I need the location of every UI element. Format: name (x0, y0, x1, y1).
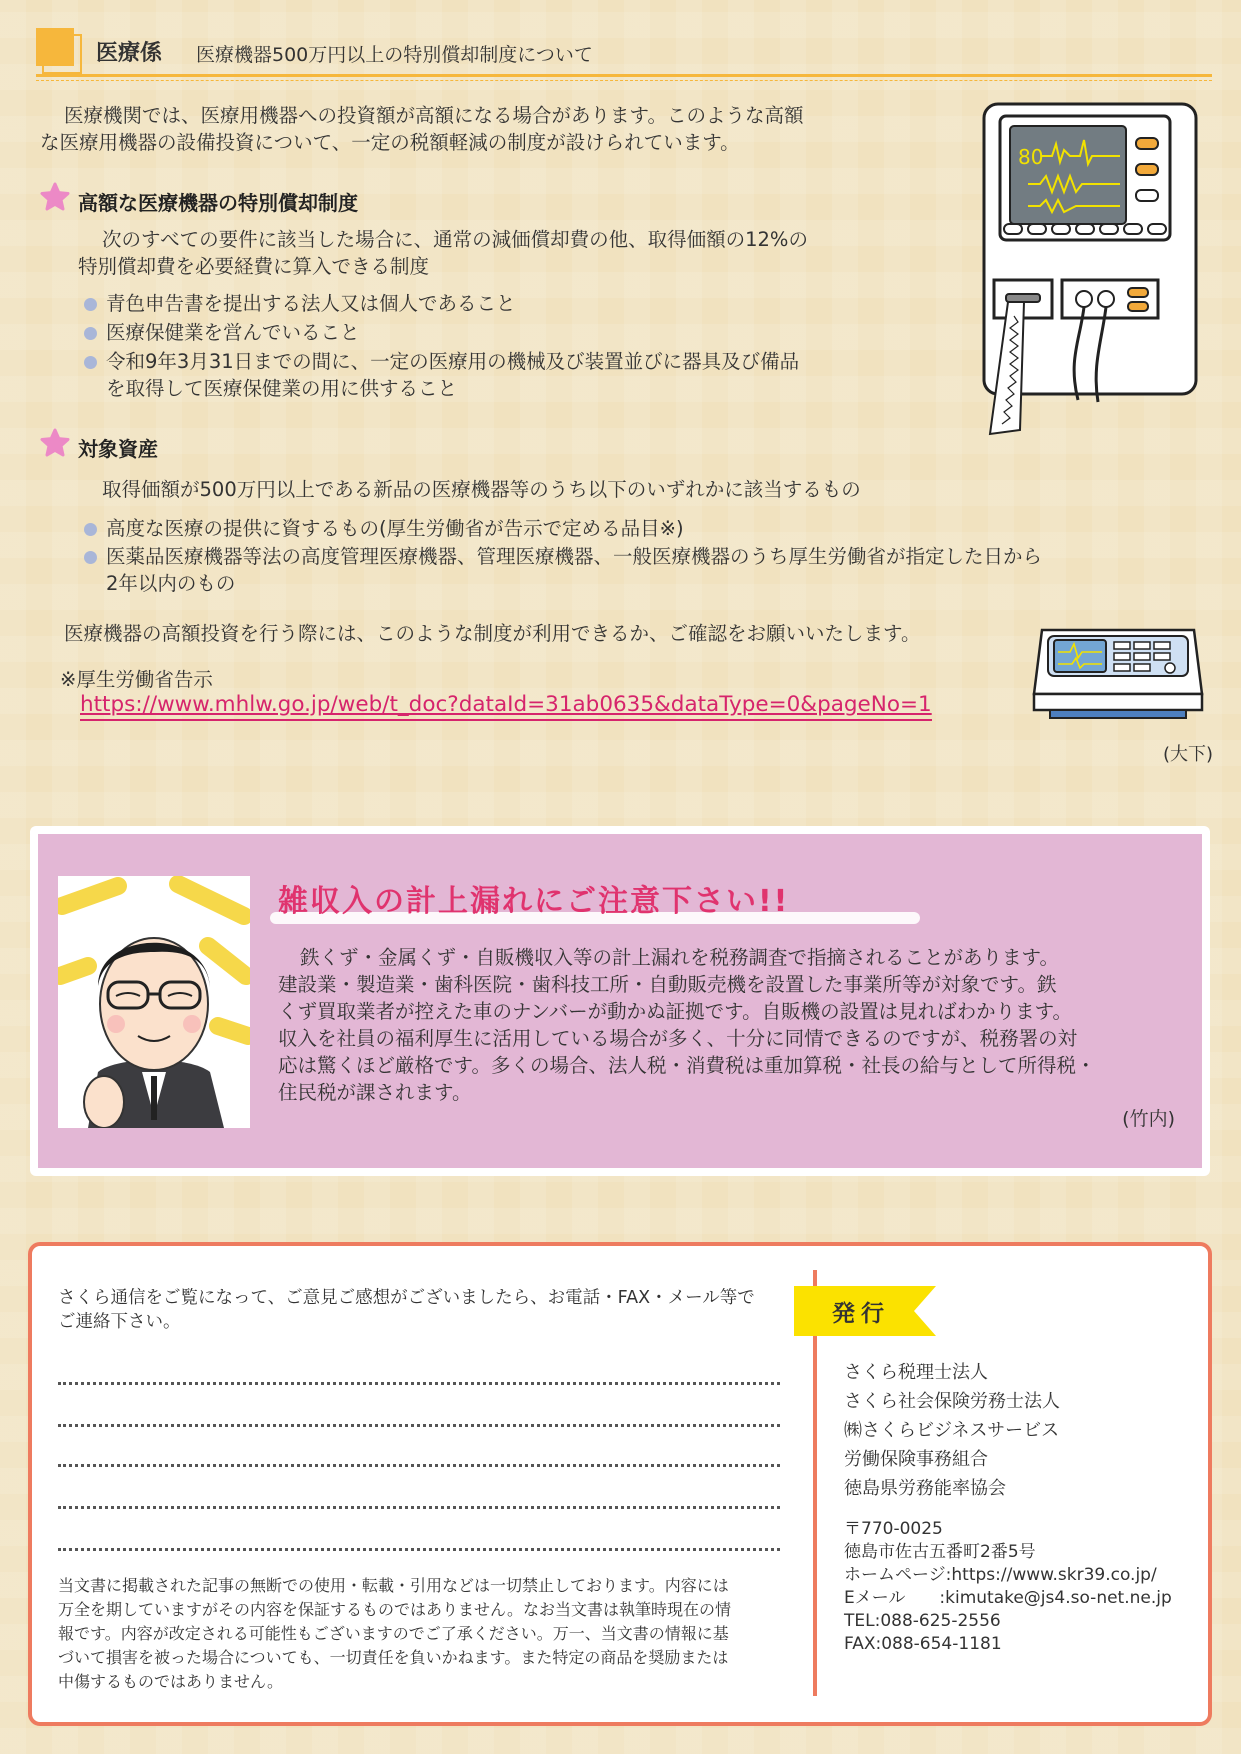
intro-line-1: 医療機関では、医療用機器への投資額が高額になる場合があります。このような高額 (64, 104, 804, 127)
publisher-org: さくら税理士法人 (844, 1362, 988, 1383)
header-rule (36, 74, 1212, 77)
column-line: 応は驚くほど厳格です。多くの場合、法人税・消費税は重加算税・社長の給与として所得税・ (278, 1054, 1096, 1077)
publisher-org: さくら社会保険労務士法人 (844, 1391, 1060, 1412)
feedback-line: さくら通信をご覧になって、ご意見ご感想がございましたら、お電話・FAX・メール等で (58, 1288, 755, 1308)
publisher-label: 発行 (832, 1301, 890, 1327)
column-line: 住民税が課されます。 (278, 1081, 472, 1104)
disclaimer-line: 報です。内容が改定される可能性もございますのでご了承ください。万一、当文書の情報に基 (58, 1624, 729, 1643)
disclaimer-line: づいて損害を被った場合についても、一切責任を負いかねます。また特定の商品を奨励または (58, 1648, 729, 1667)
list-item: 高度な医療の提供に資するもの(厚生労働省が告示で定める品目※) (84, 515, 684, 542)
bullet-dot (84, 327, 97, 340)
section1-heading: 高額な医療機器の特別償却制度 (78, 191, 358, 215)
monitor-reading: 80 (1018, 145, 1044, 169)
publisher-org: 労働保険事務組合 (844, 1449, 988, 1470)
header-rule-dashed (36, 80, 1212, 81)
column-body (278, 944, 1188, 1106)
comment-line (58, 1382, 780, 1385)
disclaimer-line: 万全を期していますがその内容を保証するものではありません。なお当文書は執筆時現在の情 (58, 1600, 731, 1619)
small-medical-device-illustration (1030, 622, 1206, 724)
section1-body-1: 次のすべての要件に該当した場合に、通常の減価償却費の他、取得価額の12%の (102, 228, 808, 251)
publisher-org: ㈱さくらビジネスサービス (844, 1420, 1060, 1441)
header-square-outline (42, 34, 82, 74)
mhlw-link[interactable]: https://www.mhlw.go.jp/web/t_doc?dataId=31ab0635&dataType=0&pageNo=1 (80, 692, 932, 721)
list-item: 医療保健業を営んでいること (84, 319, 360, 346)
bullet-dot (84, 551, 97, 564)
column-line: 鉄くず・金属くず・自販機収入等の計上漏れを税務調査で指摘されることがあります。 (300, 946, 1059, 969)
publisher-tag-notch (914, 1286, 936, 1336)
feedback-text (58, 1286, 755, 1334)
bullet-dot (84, 298, 97, 311)
note-label: ※厚生労働省告示 (60, 668, 213, 691)
closing-text: 医療機器の高額投資を行う際には、このような制度が利用できるか、ご確認をお願いいたします。 (64, 622, 921, 645)
phone: TEL:088-625-2556 (844, 1611, 1001, 1631)
address: 徳島市佐古五番町2番5号 (844, 1542, 1036, 1562)
comment-line (58, 1506, 780, 1509)
star-icon (40, 428, 70, 458)
author-label: (大下) (1162, 744, 1213, 765)
feedback-line: ご連絡下さい。 (58, 1312, 181, 1332)
medical-monitor-illustration (980, 100, 1200, 436)
author-portrait (58, 876, 250, 1128)
section2-body: 取得価額が500万円以上である新品の医療機器等のうち以下のいずれかに該当するもの (102, 478, 861, 501)
bullet-dot (84, 356, 97, 369)
homepage: ホームページ:https://www.skr39.co.jp/ (844, 1565, 1157, 1585)
page-title: 医療機器500万円以上の特別償却制度について (196, 44, 593, 66)
intro-line-2: な医療用機器の設備投資について、一定の税額軽減の制度が設けられています。 (40, 131, 740, 154)
star-icon (40, 182, 70, 212)
section1-body-2: 特別償却費を必要経費に算入できる制度 (78, 255, 430, 278)
disclaimer-line: 当文書に掲載された記事の無断での使用・転載・引用などは一切禁止しております。内容には (58, 1576, 729, 1595)
column-author: (竹内) (1122, 1108, 1175, 1130)
bullet-dot (84, 523, 97, 536)
publisher-org: 徳島県労務能率協会 (844, 1478, 1006, 1499)
section2-heading: 対象資産 (78, 437, 158, 461)
postal-code: 〒770-0025 (844, 1519, 943, 1539)
department-label: 医療係 (96, 41, 163, 66)
disclaimer-line: 中傷するものではありません。 (58, 1672, 283, 1691)
comment-line (58, 1424, 780, 1427)
list-item: 青色申告書を提出する法人又は個人であること (84, 290, 516, 317)
column-line: 建設業・製造業・歯科医院・歯科技工所・自動販売機を設置した事業所等が対象です。鉄 (278, 973, 1057, 996)
comment-line (58, 1464, 780, 1467)
column-line: くず買取業者が控えた車のナンバーが動かぬ証拠です。自販機の設置は見ればわかります。 (278, 1000, 1073, 1023)
column-title: 雑収入の計上漏れにご注意下さい!! (278, 884, 790, 919)
disclaimer (58, 1574, 798, 1694)
fax: FAX:088-654-1181 (844, 1634, 1002, 1654)
list-item: 医薬品医療機器等法の高度管理医療機器、管理医療機器、一般医療機器のうち厚生労働省が指定した日から 2年以内のもの (84, 543, 1042, 597)
list-item: 令和9年3月31日までの間に、一定の医療用の機械及び装置並びに器具及び備品 を取得して医療保健業の用に供すること (84, 348, 799, 402)
email: Eメール :kimutake@js4.so-net.ne.jp (844, 1588, 1172, 1608)
comment-line (58, 1548, 780, 1551)
column-line: 収入を社員の福利厚生に活用している場合が多く、十分に同情できるのですが、税務署の対 (278, 1027, 1078, 1050)
